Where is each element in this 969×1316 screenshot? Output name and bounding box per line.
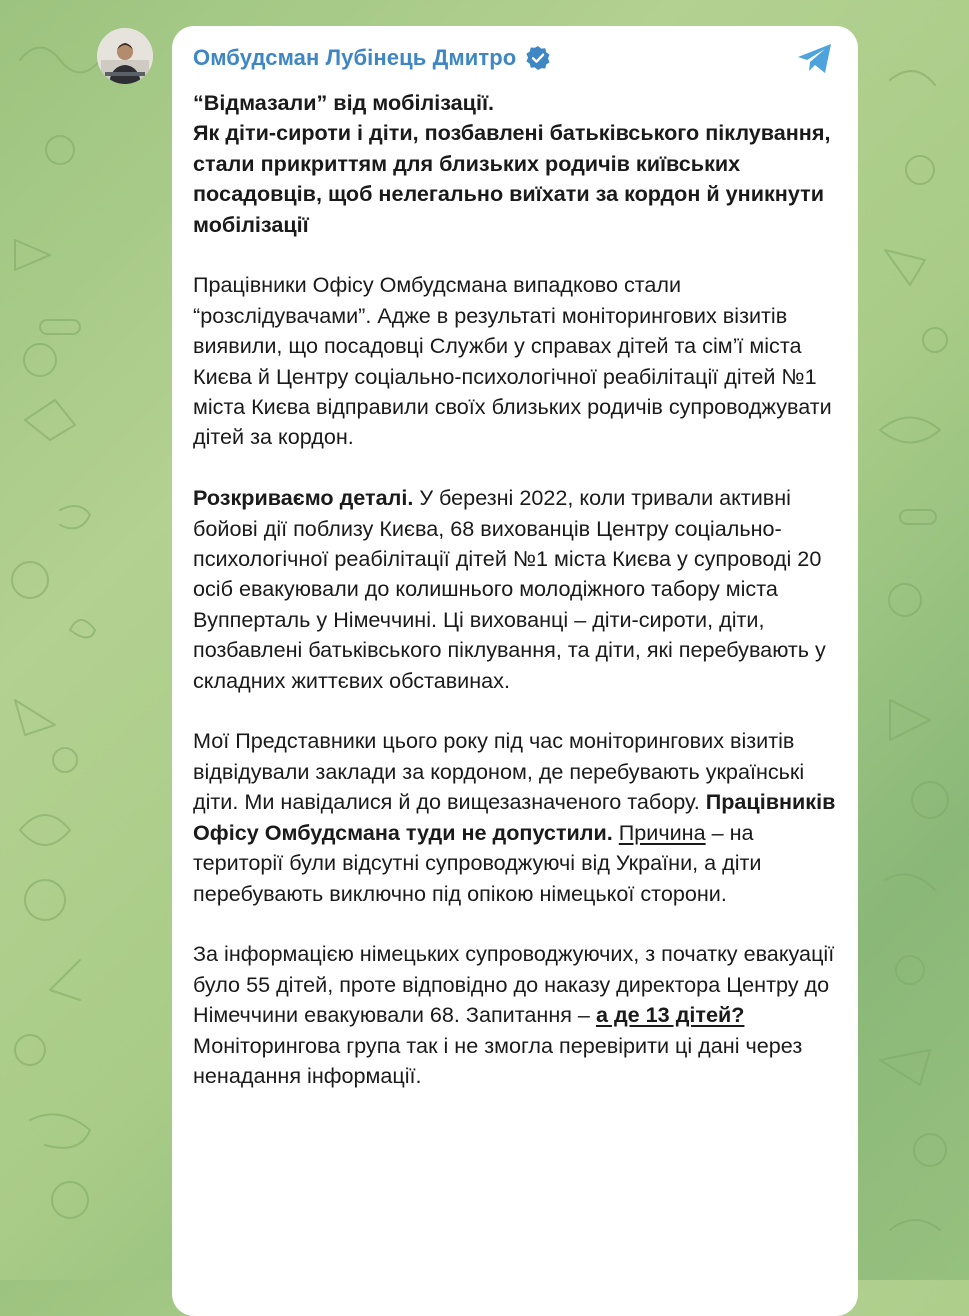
headline	[193, 88, 843, 240]
paragraph-3	[193, 726, 843, 908]
message-text	[193, 88, 843, 1091]
paragraph-4	[193, 939, 843, 1091]
question-highlight[interactable]: а де 13 дітей?	[595, 1002, 745, 1028]
paragraph-2-text: У березні 2022, коли тривали активні бойові дії поблизу Києва, 68 вихованців Центру соціально-психологічної реабілітації дітей №1 міста Києва у супроводі 20 осіб евакуювали до колишнього молодіжного табору міста Вупперталь у Німеччині. Ці вихованці – діти-сироти, діти, позбавлені батьківського піклування, та діти, які перебувають у складних життєвих обставинах.	[193, 485, 826, 693]
verified-badge-icon	[525, 45, 551, 71]
paragraph-3-bold: Працівників Офісу Омбудсмана туди не допустили.	[193, 789, 836, 845]
paragraph-2	[193, 483, 843, 696]
avatar[interactable]	[97, 28, 153, 84]
paragraph-2-bold-lead: Розкриваємо деталі.	[193, 485, 414, 511]
headline-line-1: “Відмазали” від мобілізації.	[193, 90, 495, 115]
paragraph-3-text-after: – на території були відсутні супроводжуючі від України, а діти перебувають виключно під опікою німецької сторони.	[193, 819, 762, 906]
message-content	[193, 42, 843, 1122]
paragraph-1: Працівники Офісу Омбудсмана випадково стали “розслідувачами”. Адже в результаті моніторингових візитів виявили, що посадовці Служби у справах дітей та сім’ї міста Києва й Центру соціально-психологічної реабілітації дітей №1 міста Києва відправили своїх близьких родичів супроводжувати дітей за кордон.	[193, 272, 832, 450]
avatar-photo-icon	[97, 28, 153, 84]
reason-link[interactable]: Причина	[618, 819, 706, 845]
paragraph-3-text-before: Мої Представники цього року під час моніторингових візитів відвідували заклади за кордоном, де перебувають українські діти. Ми навідалися й до вищезазначеного табору.	[193, 728, 805, 815]
paragraph-4-text-after: Моніторингова група так і не змогла перевірити ці дані через ненадання інформації.	[193, 1032, 803, 1088]
message-bubble[interactable]	[172, 26, 858, 1316]
headline-line-2: Як діти-сироти і діти, позбавлені батьківського піклування, стали прикриттям для близьких родичів київських посадовців, щоб нелегально виїхати за кордон й уникнути мобілізації	[193, 120, 831, 237]
sender-name[interactable]: Омбудсман Лубінець Дмитро	[193, 45, 517, 70]
sender-header[interactable]	[193, 42, 843, 74]
paragraph-4-text-before: За інформацією німецьких супроводжуючих, з початку евакуації було 55 дітей, проте відповідно до наказу директора Центру до Німеччини евакуювали 68. Запитання –	[193, 941, 835, 1028]
